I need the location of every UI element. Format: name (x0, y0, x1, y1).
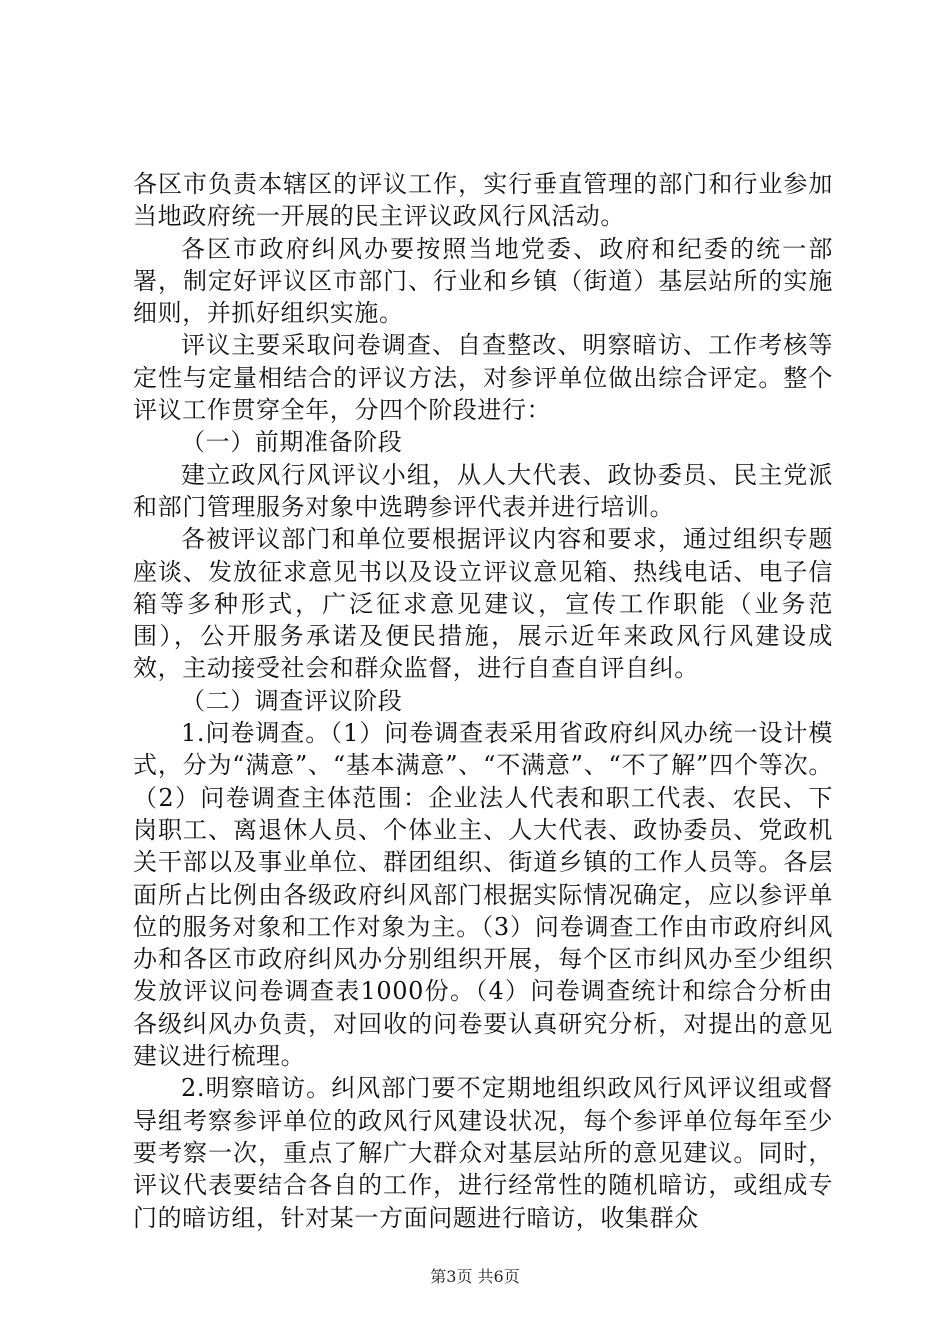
document-body (133, 168, 833, 1234)
section-heading-preparation: （一）前期准备阶段 (181, 428, 403, 457)
section-heading-survey: （二）调查评议阶段 (181, 686, 403, 715)
paragraph: 各区市政府纠风办要按照当地党委、政府和纪委的统一部署，制定好评议区市部门、行业和乡镇（街道）基层站所的实施细则，并抓好组织实施。 (133, 234, 833, 328)
page-number: 第3页 共6页 (430, 1267, 520, 1286)
paragraph: 各被评议部门和单位要根据评议内容和要求，通过组织专题座谈、发放征求意见书以及设立评议意见箱、热线电话、电子信箱等多种形式，广泛征求意见建议，宣传工作职能（业务范围），公开服务承诺及便民措施，展示近年来政风行风建设成效，主动接受社会和群众监督，进行自查自评自纠。 (133, 525, 833, 683)
paragraph-questionnaire: 1.问卷调查。（1）问卷调查表采用省政府纠风办统一设计模式，分为“满意”、“基本满意”、“不满意”、“不了解”四个等次。（2）问卷调查主体范围：企业法人代表和职工代表、农民、下岗职工、离退休人员、个体业主、人大代表、政协委员、党政机关干部以及事业单位、群团组织、街道乡镇的工作人员等。各层面所占比例由各级政府纠风部门根据实际情况确定，应以参评单位的服务对象和工作对象为主。（3）问卷调查工作由市政府纠风办和各区市政府纠风办分别组织开展，每个区市纠风办至少组织发放评议问卷调查表1000份。（4）问卷调查统计和综合分析由各级纠风办负责，对回收的问卷要认真研究分析，对提出的意见建议进行梳理。 (133, 719, 833, 1071)
paragraph-inspection: 2.明察暗访。纠风部门要不定期地组织政风行风评议组或督导组考察参评单位的政风行风建设状况，每个参评单位每年至少要考察一次，重点了解广大群众对基层站所的意见建议。同时，评议代表要结合各自的工作，进行经常性的随机暗访，或组成专门的暗访组，针对某一方面问题进行暗访，收集群众 (133, 1074, 833, 1232)
paragraph: 建立政风行风评议小组，从人大代表、政协委员、民主党派和部门管理服务对象中选聘参评代表并进行培训。 (133, 460, 833, 521)
paragraph: 评议主要采取问卷调查、自查整改、明察暗访、工作考核等定性与定量相结合的评议方法，对参评单位做出综合评定。整个评议工作贯穿全年，分四个阶段进行： (133, 331, 833, 425)
page-footer (0, 1267, 950, 1287)
paragraph-continuation: 各区市负责本辖区的评议工作，实行垂直管理的部门和行业参加当地政府统一开展的民主评议政风行风活动。 (133, 170, 833, 231)
